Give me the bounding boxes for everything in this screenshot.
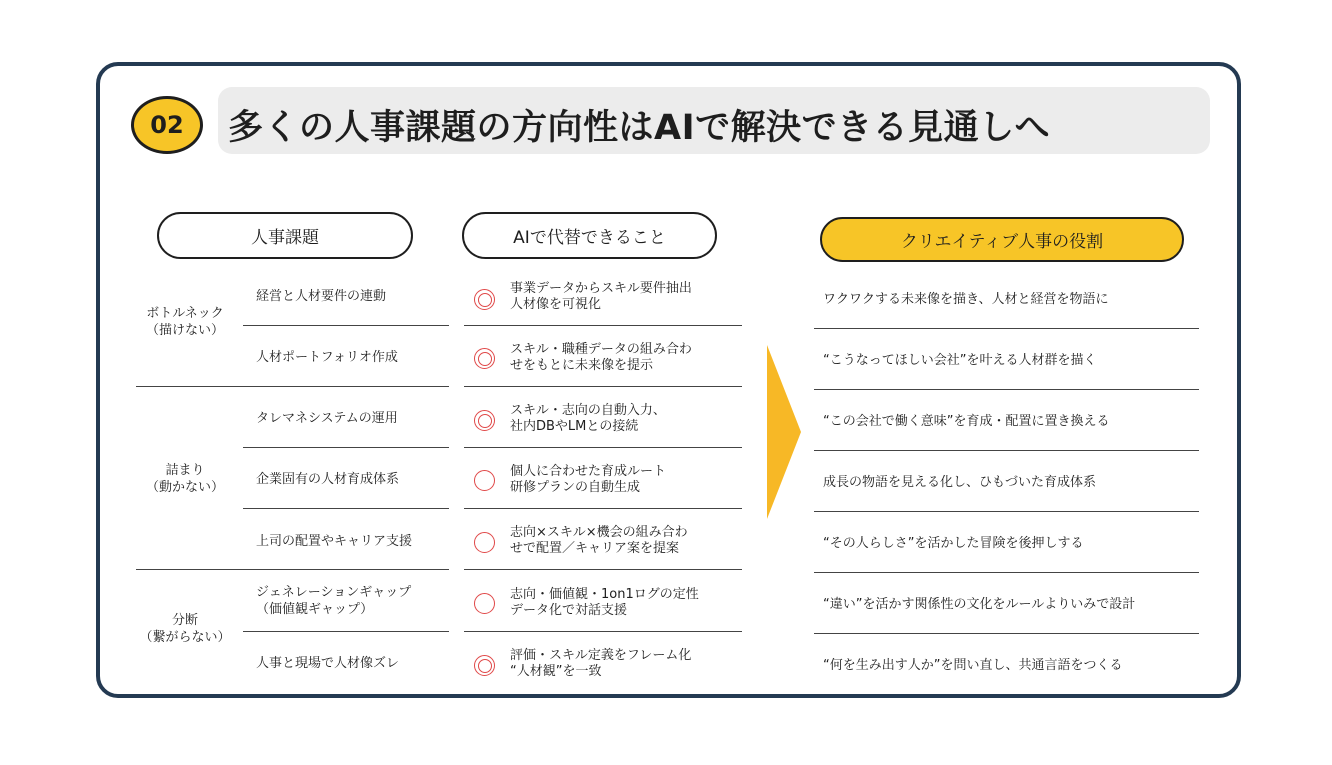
issue-item: ジェネレーションギャップ （価値観ギャップ） bbox=[256, 585, 412, 617]
role-item: “こうなってほしい会社”を叶える人材群を描く bbox=[823, 353, 1097, 368]
role-item: “この会社で働く意味”を育成・配置に置き換える bbox=[823, 414, 1110, 429]
issue-item: 経営と人材要件の連動 bbox=[256, 289, 387, 304]
category-bottleneck bbox=[130, 305, 240, 339]
role-item: “何を生み出す人か”を問い直し、共通言語をつくる bbox=[823, 658, 1123, 673]
column-header-issues: 人事課題 bbox=[157, 212, 413, 259]
ai-item: 事業データからスキル要件抽出 人材像を可視化 bbox=[510, 281, 692, 312]
circle-icon bbox=[474, 593, 495, 614]
issue-item: 企業固有の人材育成体系 bbox=[256, 472, 400, 487]
issue-item: 上司の配置やキャリア支援 bbox=[256, 534, 413, 549]
ai-item: 志向・価値観・1on1ログの定性 データ化で対話支援 bbox=[510, 587, 699, 618]
row-divider bbox=[243, 447, 449, 448]
row-divider bbox=[814, 511, 1199, 512]
ai-item: 評価・スキル定義をフレーム化 “人材観”を一致 bbox=[510, 648, 692, 679]
role-item: “違い”を活かす関係性の文化をルールよりいみで設計 bbox=[823, 597, 1136, 612]
row-divider bbox=[814, 450, 1199, 451]
row-divider bbox=[464, 508, 742, 509]
row-divider bbox=[814, 633, 1199, 634]
row-divider bbox=[464, 447, 742, 448]
ai-item: 個人に合わせた育成ルート 研修プランの自動生成 bbox=[510, 464, 667, 495]
circle-icon bbox=[474, 470, 495, 491]
ai-item: スキル・志向の自動入力、 社内DBやLMとの接続 bbox=[510, 403, 666, 434]
circle-icon bbox=[474, 532, 495, 553]
issue-item: 人事と現場で人材像ズレ bbox=[256, 656, 400, 671]
role-item: 成長の物語を見える化し、ひもづいた育成体系 bbox=[823, 475, 1097, 490]
role-item: ワクワクする未来像を描き、人材と経営を物語に bbox=[823, 292, 1109, 307]
row-divider bbox=[243, 325, 449, 326]
category-label: ボトルネック （描けない） bbox=[145, 306, 224, 338]
category-label: 分断 （繋がらない） bbox=[139, 613, 231, 645]
issue-item: 人材ポートフォリオ作成 bbox=[256, 350, 398, 365]
group-divider bbox=[136, 386, 449, 387]
row-divider bbox=[243, 508, 449, 509]
row-divider bbox=[814, 572, 1199, 573]
right-arrow-icon bbox=[767, 345, 801, 519]
category-clog bbox=[130, 462, 240, 496]
column-header-role: クリエイティブ人事の役割 bbox=[820, 217, 1184, 262]
double-circle-icon bbox=[474, 410, 495, 431]
category-label: 詰まり （動かない） bbox=[145, 463, 224, 495]
role-item: “その人らしさ”を活かした冒険を後押しする bbox=[823, 536, 1084, 551]
section-number-badge: 02 bbox=[131, 96, 203, 154]
row-divider bbox=[814, 328, 1199, 329]
group-divider bbox=[136, 569, 449, 570]
row-divider bbox=[814, 389, 1199, 390]
issue-item: タレマネシステムの運用 bbox=[256, 411, 398, 426]
row-divider bbox=[464, 386, 742, 387]
double-circle-icon bbox=[474, 655, 495, 676]
row-divider bbox=[464, 631, 742, 632]
ai-item: スキル・職種データの組み合わ せをもとに未来像を提示 bbox=[510, 342, 692, 373]
category-divide bbox=[130, 612, 240, 646]
row-divider bbox=[464, 569, 742, 570]
double-circle-icon bbox=[474, 289, 495, 310]
page-title: 多くの人事課題の方向性はAIで解決できる見通しへ bbox=[228, 108, 1051, 148]
double-circle-icon bbox=[474, 348, 495, 369]
ai-item: 志向×スキル×機会の組み合わ せで配置／キャリア案を提案 bbox=[510, 525, 688, 556]
row-divider bbox=[243, 631, 449, 632]
column-header-ai: AIで代替できること bbox=[462, 212, 717, 259]
row-divider bbox=[464, 325, 742, 326]
